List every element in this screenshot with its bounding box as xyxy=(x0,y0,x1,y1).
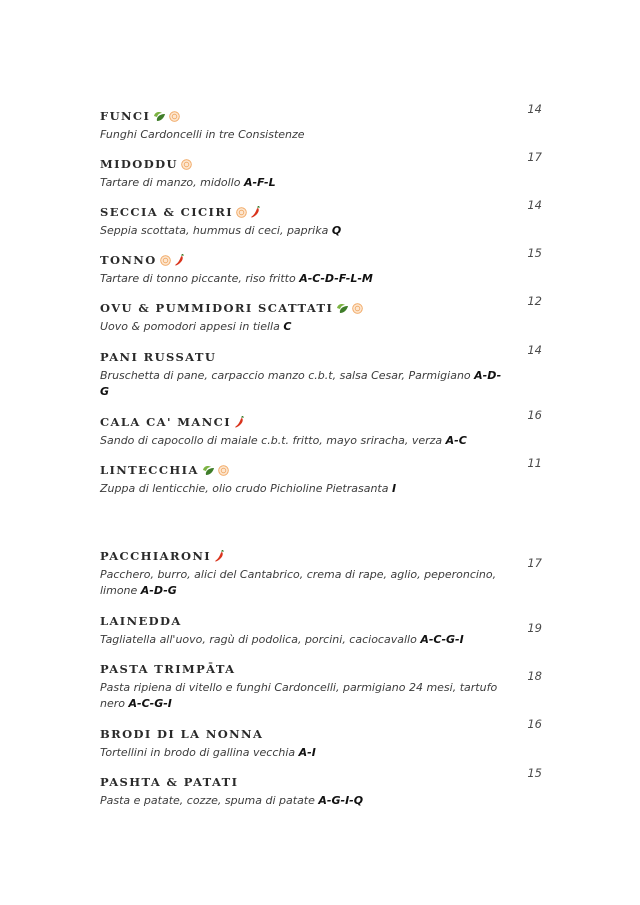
dish-price: 14 xyxy=(527,198,542,212)
dish-name-row xyxy=(100,614,530,628)
dish-price: 16 xyxy=(527,717,542,731)
vegetarian-icon xyxy=(349,301,363,315)
dish-name: LAINEDDA xyxy=(100,614,182,628)
dish-description xyxy=(100,481,510,497)
chili-icon xyxy=(171,253,185,267)
dish-description xyxy=(100,127,510,143)
menu-item xyxy=(100,549,530,599)
dish-price: 15 xyxy=(527,246,542,260)
menu-item xyxy=(100,253,530,287)
dish-name-row xyxy=(100,415,530,429)
dish-name: PASTA TRIMPĀTA xyxy=(100,662,236,676)
vegetarian-icon xyxy=(178,157,192,171)
dish-description xyxy=(100,632,510,648)
vegetarian-icon xyxy=(215,463,229,477)
vegetarian-icon xyxy=(157,253,171,267)
dish-name-row xyxy=(100,157,530,171)
dish-name: PASHTA & PATATI xyxy=(100,775,239,789)
dish-price: 17 xyxy=(527,556,542,570)
dish-description xyxy=(100,433,510,449)
description-text: Funghi Cardoncelli in tre Consistenze xyxy=(100,128,305,141)
dish-name-row xyxy=(100,549,530,563)
menu-item xyxy=(100,463,530,497)
description-text: Pacchero, burro, alici del Cantabrico, crema di rape, aglio, peperoncino, limone xyxy=(100,568,497,597)
dish-name-row xyxy=(100,662,530,676)
description-text: Pasta e patate, cozze, spuma di patate xyxy=(100,794,319,807)
dish-description xyxy=(100,567,510,599)
dish-price: 16 xyxy=(527,408,542,422)
dish-price: 12 xyxy=(527,294,542,308)
dish-description xyxy=(100,368,510,400)
allergen-codes: I xyxy=(391,482,397,495)
menu-item xyxy=(100,301,530,335)
description-text: Bruschetta di pane, carpaccio manzo c.b.t, salsa Cesar, Parmigiano xyxy=(100,369,475,382)
allergen-codes: A-I xyxy=(298,746,316,759)
description-text: Tartare di tonno piccante, riso fritto xyxy=(100,272,300,285)
chili-icon xyxy=(231,415,245,429)
dish-name: SECCIA & CICIRI xyxy=(100,205,234,219)
dish-name-row xyxy=(100,253,530,267)
menu-item xyxy=(100,614,530,648)
menu-item xyxy=(100,415,530,449)
menu-item xyxy=(100,157,530,191)
dish-price: 11 xyxy=(527,456,542,470)
dish-description xyxy=(100,223,510,239)
vegetarian-icon xyxy=(233,205,247,219)
allergen-codes: C xyxy=(283,320,292,333)
dish-description xyxy=(100,271,510,287)
dish-price: 18 xyxy=(527,669,542,683)
allergen-codes: A-G-I-Q xyxy=(318,794,364,807)
menu-item xyxy=(100,775,530,809)
description-text: Tagliatella all'uovo, ragù di podolica, porcini, caciocavallo xyxy=(100,633,421,646)
allergen-codes: A-F-L xyxy=(243,176,276,189)
dish-name: TONNO xyxy=(100,253,157,267)
description-text: Zuppa di lenticchie, olio crudo Pichioline Pietrasanta xyxy=(100,482,392,495)
dish-name-row xyxy=(100,205,530,219)
dish-price: 15 xyxy=(527,766,542,780)
menu-item xyxy=(100,205,530,239)
allergen-codes: Q xyxy=(331,224,342,237)
menu-item xyxy=(100,727,530,761)
allergen-codes: A-C-D-F-L-M xyxy=(299,272,373,285)
description-text: Tortellini in brodo di gallina vecchia xyxy=(100,746,299,759)
leaf-icon xyxy=(150,109,166,123)
dish-name-row xyxy=(100,727,530,741)
dish-name: LINTECCHIA xyxy=(100,463,199,477)
dish-price: 14 xyxy=(527,102,542,116)
vegetarian-icon xyxy=(166,109,180,123)
dish-description xyxy=(100,793,510,809)
allergen-codes: A-C-G-I xyxy=(420,633,464,646)
dish-price: 17 xyxy=(527,150,542,164)
dish-name: MIDODDU xyxy=(100,157,178,171)
dish-name: OVU & PUMMIDORI SCATTATI xyxy=(100,301,334,315)
menu-item xyxy=(100,350,530,400)
dish-name-row xyxy=(100,301,530,315)
dish-description xyxy=(100,175,510,191)
dish-description xyxy=(100,680,510,712)
description-text: Sando di capocollo di maiale c.b.t. fritto, mayo sriracha, verza xyxy=(100,434,446,447)
dish-name-row xyxy=(100,350,530,364)
dish-name-row xyxy=(100,109,530,123)
allergen-codes: A-C xyxy=(445,434,467,447)
dish-name-row xyxy=(100,775,530,789)
dish-name: BRODI DI LA NONNA xyxy=(100,727,264,741)
dish-name: PANI RUSSATU xyxy=(100,350,217,364)
dish-price: 19 xyxy=(527,621,542,635)
chili-icon xyxy=(247,205,261,219)
dish-description xyxy=(100,745,510,761)
dish-name-row xyxy=(100,463,530,477)
dish-name: CALA CA' MANCI xyxy=(100,415,231,429)
description-text: Tartare di manzo, midollo xyxy=(100,176,244,189)
description-text: Pasta ripiena di vitello e funghi Cardoncelli, parmigiano 24 mesi, tartufo nero xyxy=(100,681,498,710)
menu-item xyxy=(100,662,530,712)
chili-icon xyxy=(211,549,225,563)
leaf-icon xyxy=(333,301,349,315)
dish-name: PACCHIARONI xyxy=(100,549,212,563)
dish-description xyxy=(100,319,510,335)
dish-name: FUNCI xyxy=(100,109,151,123)
description-text: Seppia scottata, hummus di ceci, paprika xyxy=(100,224,332,237)
dish-price: 14 xyxy=(527,343,542,357)
allergen-codes: A-D-G xyxy=(100,369,502,398)
menu-item xyxy=(100,109,530,143)
allergen-codes: A-D-G xyxy=(140,584,177,597)
leaf-icon xyxy=(199,463,215,477)
description-text: Uovo & pomodori appesi in tiella xyxy=(100,320,284,333)
allergen-codes: A-C-G-I xyxy=(128,697,172,710)
